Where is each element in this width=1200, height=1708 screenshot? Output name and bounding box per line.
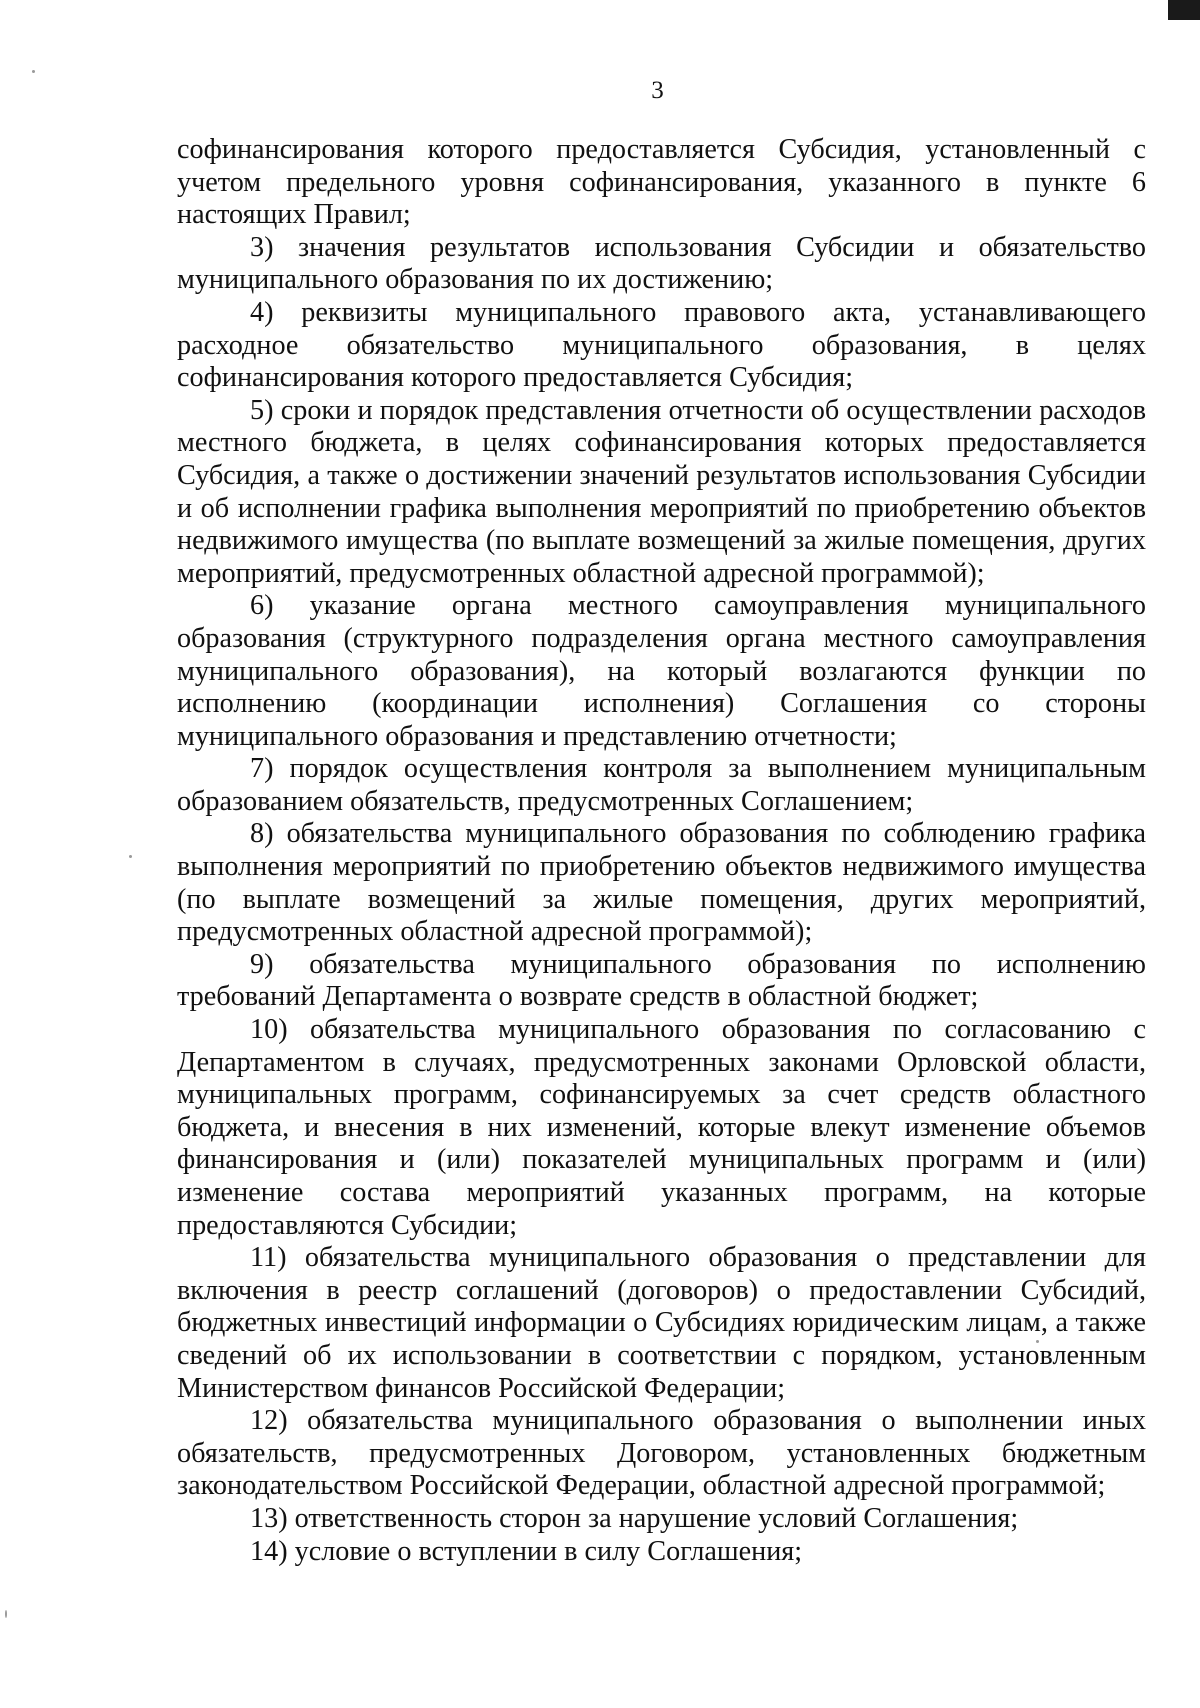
scan-speck bbox=[32, 70, 35, 73]
list-item-13: 13) ответственность сторон за нарушение условий Соглашения; bbox=[250, 1502, 1019, 1534]
list-item-3: 3) значения результатов использования Субсидии и обязательство муниципального образования по их достижению; bbox=[177, 231, 1146, 296]
list-item-11: 11) обязательства муниципального образования о представлении для включения в реестр соглашений (договоров) о предоставлении Субсидий, бюджетных инвестиций информации о Субсидиях юридическим лицам, а также сведений об их использовании в соответствии с порядком, установленным Министерством финансов Российской Федерации; bbox=[177, 1242, 1146, 1404]
scan-edge-mark bbox=[1168, 0, 1200, 20]
list-item-12: 12) обязательства муниципального образования о выполнении иных обязательств, предусмотренных Договором, установленных бюджетным законодательством Российской Федерации, областной адресной программой; bbox=[177, 1405, 1146, 1502]
scan-speck bbox=[129, 855, 132, 858]
list-item-4: 4) реквизиты муниципального правового акта, устанавливающего расходное обязательство муниципального образования, в целях софинансирования которого предоставляется Субсидия; bbox=[177, 296, 1146, 394]
page-number: 3 bbox=[651, 77, 664, 104]
list-item-8: 8) обязательства муниципального образования по соблюдению графика выполнения мероприятий по приобретению объектов недвижимого имущества (по выплате возмещений за жилые помещения, других мероприятий, предусмотренных областной адресной программой); bbox=[177, 818, 1146, 948]
list-item-10: 10) обязательства муниципального образования по согласованию с Департаментом в случаях, предусмотренных законами Орловской области, муниципальных программ, софинансируемых за счет средств областного бюджета, и внесения в них изменений, которые влекут изменение объемов финансирования и (или) показателей муниципальных программ и (или) изменение состава мероприятий указанных программ, на которые предоставляются Субсидии; bbox=[177, 1014, 1146, 1241]
document-body bbox=[177, 134, 1146, 1568]
list-item-14: 14) условие о вступлении в силу Соглашения; bbox=[250, 1535, 803, 1567]
list-item-7: 7) порядок осуществления контроля за выполнением муниципальным образованием обязательств, предусмотренных Соглашением; bbox=[177, 753, 1146, 817]
list-item-5: 5) сроки и порядок представления отчетности об осуществлении расходов местного бюджета, в целях софинансирования которых предоставляется Субсидия, а также о достижении значений результатов использования Субсидии и об исполнении графика выполнения мероприятий по приобретению объектов недвижимого имущества (по выплате возмещений за жилые помещения, других мероприятий, предусмотренных областной адресной программой); bbox=[177, 394, 1146, 589]
scan-speck bbox=[5, 1610, 7, 1618]
list-item-6: 6) указание органа местного самоуправления муниципального образования (структурного подразделения органа местного самоуправления муниципального образования), на который возлагаются функции по исполнению (координации исполнения) Соглашения со стороны муниципального образования и представлению отчетности; bbox=[177, 590, 1146, 752]
paragraph-continuation: софинансирования которого предоставляется Субсидия, установленный с учетом предельного уровня софинансирования, указанного в пункте 6 настоящих Правил; bbox=[177, 134, 1146, 231]
list-item-9: 9) обязательства муниципального образования по исполнению требований Департамента о возврате средств в областной бюджет; bbox=[177, 948, 1146, 1013]
